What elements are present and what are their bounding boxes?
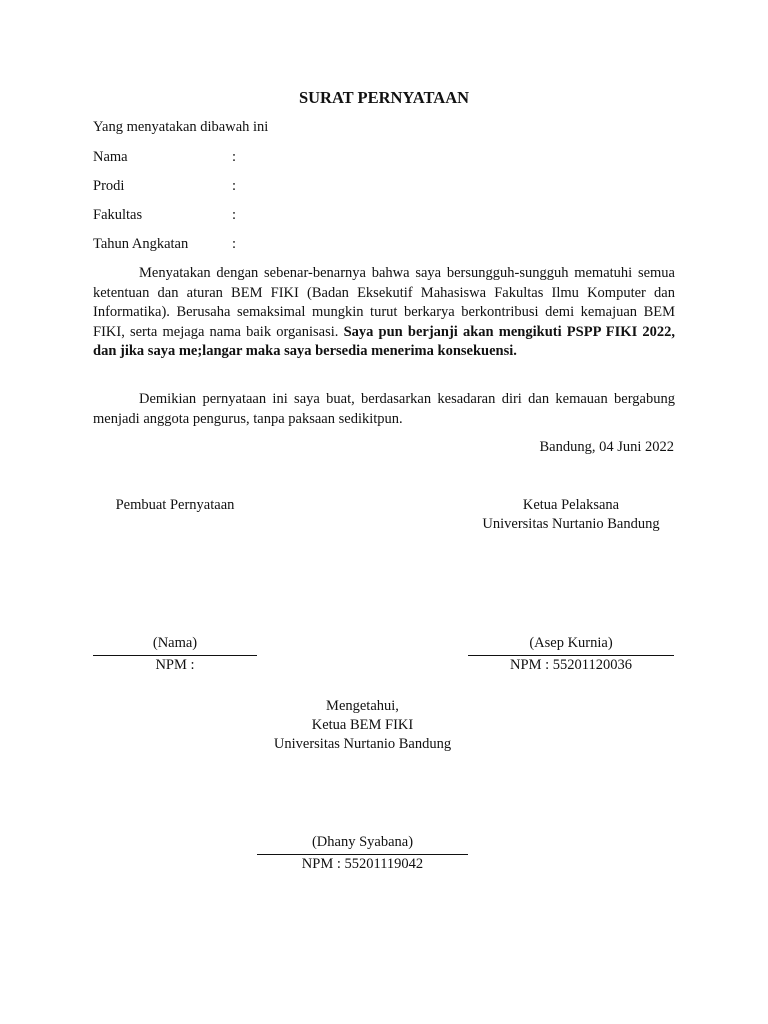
closing-text: Demikian pernyataan ini saya buat, berdasarkan kesadaran diri dan kemauan bergabung menjadi anggota pengurus, tanpa paksaan sedikitpun. [93, 391, 675, 427]
field-label-prodi: Prodi [93, 178, 125, 194]
left-signer-name: (Nama) [152, 635, 198, 651]
statement-paragraph [93, 264, 675, 362]
statement-text: Menyatakan dengan sebenar-benarnya bahwa saya bersungguh-sungguh mematuhi semua ketentuan dan aturan BEM FIKI (Badan Eksekutif Mahasiswa Fakultas Ilmu Komputer dan Informatika). Berusaha semaksimal mungkin turut berkarya berkontribusi demi kemajuan BEM FIKI, serta mejaga nama baik organisasi. [93, 265, 675, 340]
right-signer-name: (Asep Kurnia) [529, 635, 613, 651]
left-signature-line [93, 655, 257, 656]
field-colon-fakultas: : [232, 207, 237, 223]
statement-promise: Saya pun berjanji akan mengikuti PSPP FIKI 2022, dan jika saya me;langar maka saya bersedia menerima konsekuensi. [93, 323, 676, 359]
bottom-signature-line [257, 854, 468, 855]
field-label-nama: Nama [93, 149, 128, 165]
right-signer-npm: NPM : 55201120036 [510, 657, 632, 673]
bottom-signer-org: Universitas Nurtanio Bandung [273, 736, 452, 752]
bottom-signer-name: (Dhany Syabana) [311, 834, 414, 850]
bottom-signer-role: Ketua BEM FIKI [311, 717, 414, 733]
field-colon-prodi: : [232, 178, 237, 194]
right-signer-role: Ketua Pelaksana [522, 497, 620, 513]
right-signature-line [468, 655, 674, 656]
field-colon-tahun-angkatan: : [232, 236, 237, 252]
field-label-tahun-angkatan: Tahun Angkatan [93, 236, 189, 252]
document-title: SURAT PERNYATAAN [298, 88, 470, 107]
field-label-fakultas: Fakultas [93, 207, 143, 223]
bottom-signer-heading: Mengetahui, [326, 698, 399, 714]
closing-paragraph [93, 390, 675, 429]
place-date: Bandung, 04 Juni 2022 [539, 439, 674, 455]
bottom-signer-npm: NPM : 55201119042 [301, 856, 424, 872]
field-colon-nama: : [232, 149, 237, 165]
left-signer-npm: NPM : [155, 657, 195, 673]
left-signer-role: Pembuat Pernyataan [115, 497, 235, 513]
intro-text: Yang menyatakan dibawah ini [93, 119, 269, 135]
right-signer-org: Universitas Nurtanio Bandung [482, 516, 660, 532]
